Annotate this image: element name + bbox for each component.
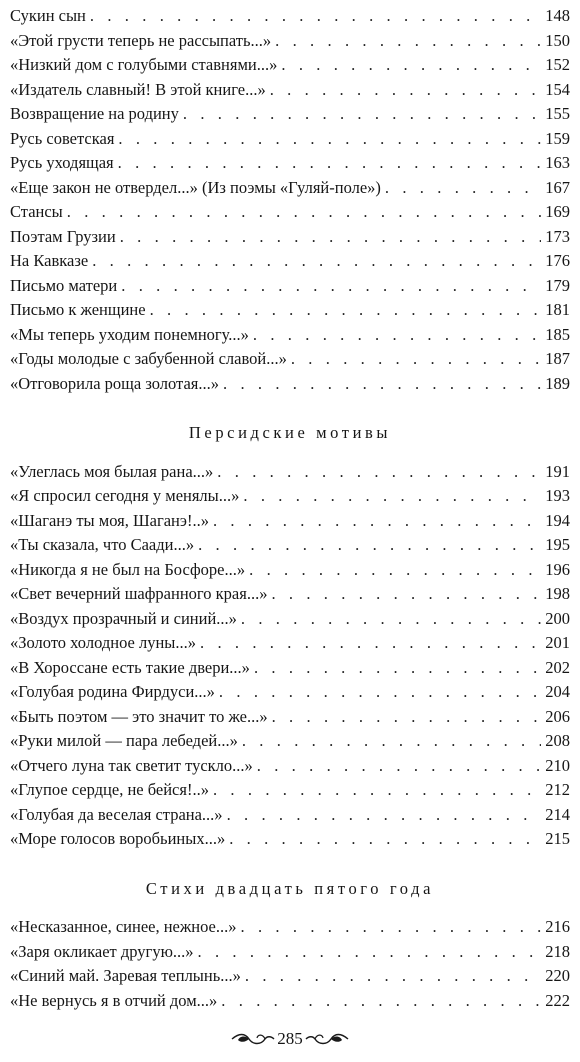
dot-leader (257, 754, 541, 779)
toc-entry (10, 78, 570, 103)
toc-entry-page-number: 169 (545, 202, 570, 221)
toc-entry-page-number: 155 (545, 104, 570, 123)
toc-entry-page-number: 185 (545, 324, 570, 344)
left-ornament-icon (231, 1031, 275, 1047)
dot-leader (241, 607, 541, 632)
toc-entry-page-number: 218 (545, 941, 570, 961)
toc-entry-title: Возвращение на родину (10, 104, 179, 123)
toc-entry-page-number: 200 (545, 608, 570, 628)
toc-entry-page-number: 179 (545, 275, 570, 295)
dot-leader (198, 940, 542, 965)
toc-entry-page-number: 201 (545, 633, 570, 652)
toc-entry (10, 249, 570, 274)
toc-entry-page-number: 163 (545, 153, 570, 172)
toc-entry (10, 915, 570, 940)
toc-entry (10, 298, 570, 323)
toc-entry-page-number: 196 (545, 559, 570, 579)
toc-entry-title: «Улеглась моя былая рана...» (10, 461, 214, 481)
toc-entry-page-number: 150 (545, 30, 570, 50)
toc-entry-page-number: 210 (545, 755, 570, 775)
toc-entry-title: «Низкий дом с голубыми ставнями...» (10, 55, 278, 74)
toc-entry-title: Письмо к женщине (10, 300, 146, 319)
dot-leader (183, 102, 541, 127)
toc-entry-title: «Я спросил сегодня у менялы...» (10, 486, 240, 505)
dot-leader (198, 533, 541, 558)
dot-leader (213, 509, 541, 534)
dot-leader (121, 274, 541, 299)
toc-entry-title: «Отчего луна так светит тускло...» (10, 755, 253, 775)
toc-entry-title: Русь уходящая (10, 153, 114, 172)
toc-entry-title: «Море голосов воробьиных...» (10, 829, 226, 848)
toc-entry-page-number: 189 (545, 373, 570, 393)
dot-leader (67, 200, 541, 225)
toc-entry-page-number: 215 (545, 829, 570, 848)
toc-entry (10, 102, 570, 127)
section-heading-persian-motifs: Персидские мотивы (188, 423, 392, 442)
toc-entry (10, 754, 570, 779)
toc-entry-page-number: 195 (545, 535, 570, 554)
toc-entry (10, 200, 570, 225)
toc-entry-page-number: 212 (545, 780, 570, 799)
toc-entry-page-number: 220 (545, 966, 570, 985)
toc-entry-title: «Шаганэ ты моя, Шаганэ!..» (10, 510, 209, 530)
toc-entry (10, 4, 570, 29)
toc-entry (10, 484, 570, 509)
toc-entry-page-number: 181 (545, 300, 570, 319)
toc-entry (10, 127, 570, 152)
toc-entry (10, 151, 570, 176)
toc-entry (10, 989, 570, 1014)
toc-entry (10, 372, 570, 397)
toc-entry (10, 533, 570, 558)
toc-entry-title: «Голубая родина Фирдуси...» (10, 682, 215, 701)
toc-entry-page-number: 206 (545, 706, 570, 726)
dot-leader (118, 151, 542, 176)
toc-entry-page-number: 152 (545, 55, 570, 74)
toc-entry-page-number: 222 (545, 990, 570, 1010)
toc-entry (10, 705, 570, 730)
toc-entry-title: «Руки милой — пара лебедей...» (10, 731, 238, 750)
toc-entry-title: Поэтам Грузии (10, 226, 116, 246)
toc-entry-title: «Годы молодые с забубенной славой...» (10, 349, 287, 368)
toc-group-main (10, 4, 570, 396)
toc-entry-title: На Кавказе (10, 251, 89, 270)
toc-entry-title: «Синий май. Заревая теплынь...» (10, 966, 241, 985)
toc-entry-page-number: 198 (545, 584, 570, 603)
toc-entry (10, 347, 570, 372)
toc-entry-title: «Свет вечерний шафранного края...» (10, 584, 268, 603)
toc-entry-title: «Заря окликает другую...» (10, 941, 194, 961)
dot-leader (229, 827, 541, 852)
dot-leader (272, 705, 542, 730)
section-heading-poems-1925: Стихи двадцать пятого года (145, 878, 435, 898)
dot-leader (217, 460, 541, 485)
toc-entry (10, 729, 570, 754)
toc-entry-title: «Ты сказала, что Саади...» (10, 535, 195, 554)
toc-entry-title: «В Хороссане есть такие двери...» (10, 657, 250, 677)
toc-group-poems-1925 (10, 915, 570, 1013)
dot-leader (90, 4, 541, 29)
dot-leader (243, 484, 541, 509)
toc-entry (10, 460, 570, 485)
toc-entry-title: «Глупое сердце, не бейся!..» (10, 780, 209, 799)
dot-leader (270, 78, 542, 103)
toc-entry (10, 176, 570, 201)
dot-leader (223, 372, 541, 397)
dot-leader (249, 558, 541, 583)
dot-leader (245, 964, 541, 989)
dot-leader (271, 582, 541, 607)
toc-page (10, 4, 570, 1013)
toc-entry-page-number: 216 (545, 917, 570, 936)
toc-entry (10, 582, 570, 607)
dot-leader (221, 989, 541, 1014)
dot-leader (150, 298, 542, 323)
page-folio (0, 1029, 580, 1049)
toc-entry-page-number: 204 (545, 682, 570, 701)
toc-entry-title: «Несказанное, синее, нежное...» (10, 917, 237, 936)
toc-entry-page-number: 214 (545, 804, 570, 824)
dot-leader (120, 225, 542, 250)
toc-entry-page-number: 176 (545, 251, 570, 270)
dot-leader (242, 729, 541, 754)
page-number: 285 (277, 1029, 303, 1048)
toc-entry (10, 680, 570, 705)
toc-entry-title: «Этой грусти теперь не рассыпать...» (10, 30, 272, 50)
toc-entry (10, 29, 570, 54)
toc-entry (10, 631, 570, 656)
toc-entry-page-number: 187 (545, 349, 570, 368)
toc-entry (10, 509, 570, 534)
toc-entry (10, 940, 570, 965)
toc-entry-title: «Мы теперь уходим понемногу...» (10, 324, 249, 344)
toc-entry-title: Письмо матери (10, 275, 118, 295)
toc-entry-title: Сукин сын (10, 6, 86, 25)
toc-entry-page-number: 167 (545, 177, 570, 197)
toc-entry (10, 803, 570, 828)
toc-entry-page-number: 191 (545, 461, 570, 481)
dot-leader (281, 53, 541, 78)
dot-leader (118, 127, 541, 152)
toc-entry-title: «Отговорила роща золотая...» (10, 373, 219, 393)
toc-entry (10, 274, 570, 299)
toc-entry-title: «Голубая да веселая страна...» (10, 804, 223, 824)
toc-entry (10, 827, 570, 852)
toc-entry-page-number: 159 (545, 128, 570, 148)
toc-entry (10, 964, 570, 989)
toc-entry-title: «Никогда я не был на Босфоре...» (10, 559, 246, 579)
dot-leader (219, 680, 541, 705)
toc-entry (10, 778, 570, 803)
dot-leader (92, 249, 541, 274)
toc-entry (10, 53, 570, 78)
dot-leader (291, 347, 541, 372)
toc-entry-title: «Не вернусь я в отчий дом...» (10, 990, 218, 1010)
toc-entry-title: Стансы (10, 202, 63, 221)
toc-entry-title: «Золото холодное луны...» (10, 633, 196, 652)
toc-entry (10, 225, 570, 250)
toc-entry-page-number: 193 (545, 486, 570, 505)
toc-entry-title: Русь советская (10, 128, 115, 148)
toc-entry-title: «Еще закон не отвердел...» (Из поэмы «Гуляй-поле») (10, 177, 381, 197)
toc-entry-page-number: 202 (545, 657, 570, 677)
dot-leader (200, 631, 541, 656)
dot-leader (385, 176, 541, 201)
toc-entry-page-number: 194 (545, 510, 570, 530)
dot-leader (213, 778, 541, 803)
dot-leader (241, 915, 542, 940)
toc-entry (10, 656, 570, 681)
toc-entry (10, 607, 570, 632)
toc-entry (10, 323, 570, 348)
right-ornament-icon (305, 1031, 349, 1047)
toc-entry-title: «Издатель славный! В этой книге...» (10, 79, 266, 99)
toc-entry-title: «Быть поэтом — это значит то же...» (10, 706, 268, 726)
toc-entry-page-number: 148 (545, 6, 570, 25)
toc-entry-page-number: 154 (545, 79, 570, 99)
dot-leader (253, 323, 541, 348)
toc-entry-page-number: 208 (545, 731, 570, 750)
dot-leader (254, 656, 541, 681)
toc-entry (10, 558, 570, 583)
toc-group-persian-motifs (10, 460, 570, 852)
dot-leader (227, 803, 542, 828)
toc-entry-page-number: 173 (545, 226, 570, 246)
toc-entry-title: «Воздух прозрачный и синий...» (10, 608, 237, 628)
dot-leader (275, 29, 541, 54)
